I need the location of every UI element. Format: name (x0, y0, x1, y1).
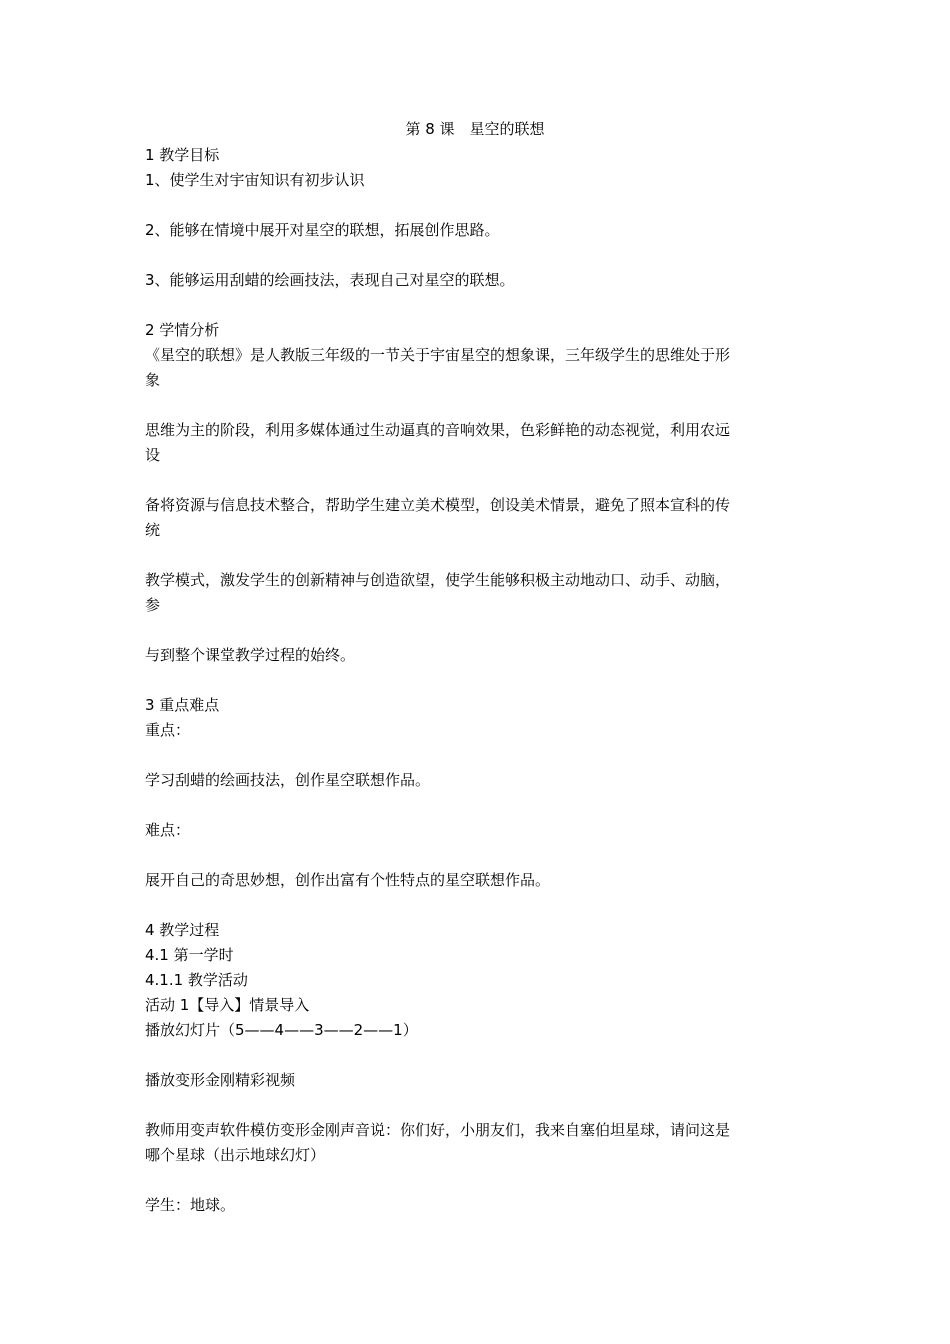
process-line: 学生：地球。 (145, 1196, 236, 1214)
objective-item: 1、使学生对宇宙知识有初步认识 (145, 171, 365, 189)
objective-item: 2、能够在情境中展开对星空的联想，拓展创作思路。 (145, 221, 500, 239)
lesson-title: 第 8 课 星空的联想 (405, 120, 545, 138)
paragraph-gap (145, 1043, 810, 1068)
process-line: 哪个星球（出示地球幻灯） (145, 1146, 326, 1164)
process-line: 播放幻灯片（5——4——3——2——1） (145, 1021, 418, 1039)
paragraph-gap (145, 543, 810, 568)
paragraph-gap (145, 243, 810, 268)
paragraph-gap (145, 843, 810, 868)
paragraph-gap (145, 793, 810, 818)
analysis-line: 参 (145, 596, 161, 614)
analysis-line: 备将资源与信息技术整合，帮助学生建立美术模型，创设美术情景，避免了照本宣科的传 (145, 496, 731, 514)
paragraph-gap (145, 293, 810, 318)
analysis-line: 设 (145, 446, 161, 464)
process-subheading: 4.1 第一学时 (145, 946, 234, 964)
activity-title: 活动 1【导入】情景导入 (145, 996, 310, 1014)
keypoints-heading: 3 重点难点 (145, 696, 220, 714)
paragraph-gap (145, 1093, 810, 1118)
analysis-line: 统 (145, 521, 161, 539)
paragraph-gap (145, 1168, 810, 1193)
paragraph-gap (145, 468, 810, 493)
paragraph-gap (145, 743, 810, 768)
paragraph-gap (145, 893, 810, 918)
difficult-label: 难点： (145, 821, 191, 839)
document-body (145, 143, 810, 1218)
key-label: 重点： (145, 721, 191, 739)
analysis-heading: 2 学情分析 (145, 321, 220, 339)
key-text: 学习刮蜡的绘画技法，创作星空联想作品。 (145, 771, 431, 789)
paragraph-gap (145, 393, 810, 418)
paragraph-gap (145, 618, 810, 643)
difficult-text: 展开自己的奇思妙想，创作出富有个性特点的星空联想作品。 (145, 871, 551, 889)
process-subheading: 4.1.1 教学活动 (145, 971, 248, 989)
analysis-line: 象 (145, 371, 161, 389)
process-line: 教师用变声软件模仿变形金刚声音说：你们好，小朋友们，我来自塞伯坦星球，请问这是 (145, 1121, 731, 1139)
analysis-line: 《星空的联想》是人教版三年级的一节关于宇宙星空的想象课，三年级学生的思维处于形 (145, 346, 731, 364)
process-heading: 4 教学过程 (145, 921, 220, 939)
objective-item: 3、能够运用刮蜡的绘画技法，表现自己对星空的联想。 (145, 271, 515, 289)
paragraph-gap (145, 668, 810, 693)
process-line: 播放变形金刚精彩视频 (145, 1071, 296, 1089)
analysis-line: 教学模式，激发学生的创新精神与创造欲望，使学生能够积极主动地动口、动手、动脑， (145, 571, 731, 589)
objectives-heading: 1 教学目标 (145, 146, 220, 164)
analysis-line: 与到整个课堂教学过程的始终。 (145, 646, 356, 664)
analysis-line: 思维为主的阶段，利用多媒体通过生动逼真的音响效果，色彩鲜艳的动态视觉，利用农远 (145, 421, 731, 439)
paragraph-gap (145, 193, 810, 218)
